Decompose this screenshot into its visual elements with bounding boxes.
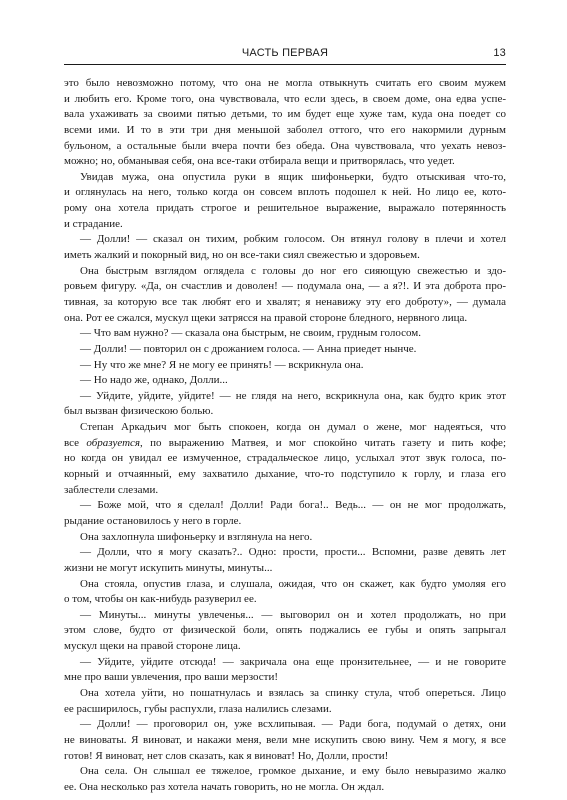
line-text: , по выражению Матвея, и мог спокойно читать газету и пить кофе; bbox=[140, 436, 506, 449]
text-line bbox=[64, 670, 506, 686]
running-header bbox=[64, 44, 506, 64]
line-text: ее. Она несколько раз хотела начать говорить, но не могла. Он ждал. bbox=[64, 780, 385, 793]
text-line bbox=[64, 311, 506, 327]
text-line bbox=[64, 248, 506, 264]
line-text: мускул щеки на правой стороне лица. bbox=[64, 640, 241, 653]
line-text: заблестели слезами. bbox=[64, 483, 159, 496]
line-text: — Долли, что я могу сказать?.. Одно: прости, прости... Вспомни, разве девять лет bbox=[80, 546, 506, 559]
text-line bbox=[64, 420, 506, 436]
text-line bbox=[64, 170, 506, 186]
line-text: это было невозможно потому, что она не могла отвыкнуть считать его своим мужем bbox=[64, 77, 506, 89]
line-text: корный и отчаянный, ему захватило дыхание, что-то подступило к горлу, и глаза его bbox=[64, 468, 506, 481]
line-text: этом слове, будто от физической боли, опять поджались ее губы и опять запрыгал bbox=[64, 624, 506, 637]
line-text: — Но надо же, однако, Долли... bbox=[80, 374, 228, 387]
text-line bbox=[64, 358, 506, 374]
text-line bbox=[64, 185, 506, 201]
line-text: жизни не могут искупить минуты, минуты... bbox=[64, 561, 273, 574]
text-line bbox=[64, 702, 506, 718]
text-line bbox=[64, 561, 506, 577]
section-title: ЧАСТЬ ПЕРВАЯ bbox=[241, 47, 329, 59]
text-line bbox=[64, 749, 506, 765]
line-text: и страдание. bbox=[64, 217, 123, 230]
line-text: Она хотела уйти, но пошатнулась и взялась за спинку стула, чтоб опереться. Лицо bbox=[80, 686, 506, 699]
line-text: всеми ими. И то в эти три дня меньшой заболел оттого, что его накормили дурным bbox=[64, 123, 506, 136]
line-text: — Уйдите, уйдите, уйдите! — не глядя на него, вскрикнула она, как будто крик этот bbox=[80, 389, 506, 402]
text-line bbox=[64, 123, 506, 139]
text-line bbox=[64, 467, 506, 483]
text-line bbox=[64, 545, 506, 561]
italic-word: образуется bbox=[86, 436, 141, 449]
text-line bbox=[64, 107, 506, 123]
line-text: она. Рот ее сжался, мускул щеки затрясся на правой стороне бледного, нервного лица. bbox=[64, 311, 468, 324]
text-line bbox=[64, 279, 506, 295]
text-line bbox=[64, 139, 506, 155]
line-text: рому она хотела придать строгое и решительное выражение, выражало потерянность bbox=[64, 202, 506, 215]
text-line bbox=[64, 717, 506, 733]
line-text: ее расширилось, губы распухли, глаза налились слезами. bbox=[64, 702, 332, 715]
line-text: рыдание остановилось у него в горле. bbox=[64, 514, 242, 527]
line-text: о том, чтобы он как-нибудь разуверил ее. bbox=[64, 593, 257, 606]
line-text: был вызван физическою болью. bbox=[64, 405, 214, 418]
line-text: — Минуты... минуты увлеченья... — выговорил он и хотел продолжать, но при bbox=[80, 608, 506, 621]
line-text: Степан Аркадьич мог быть спокоен, когда он думал о жене, мог надеяться, что bbox=[80, 421, 506, 434]
line-text: Она села. Он слышал ее тяжелое, громкое дыхание, и ему было невыразимо жалко bbox=[80, 765, 506, 778]
line-text: мне про ваши увлечения, про ваши мерзости! bbox=[64, 671, 278, 684]
text-line bbox=[64, 232, 506, 248]
line-text: все bbox=[64, 436, 87, 449]
text-line bbox=[64, 514, 506, 530]
text-line bbox=[64, 780, 506, 796]
text-line bbox=[64, 530, 506, 546]
text-line bbox=[64, 264, 506, 280]
page-number: 13 bbox=[493, 47, 506, 59]
line-text: Увидав мужа, она опустила руки в ящик шифоньерки, будто отыскивая что-то, bbox=[80, 170, 506, 183]
line-text: и любить его. Кроме того, она чувствовала, что если здесь, в своем доме, она едва успе- bbox=[64, 92, 506, 105]
text-line bbox=[64, 436, 506, 452]
text-line bbox=[64, 389, 506, 405]
header-rule bbox=[64, 64, 506, 65]
line-text: Она стояла, опустив глаза, и слушала, ожидая, что он скажет, как будто умоляя его bbox=[80, 577, 506, 590]
text-line bbox=[64, 201, 506, 217]
text-line bbox=[64, 404, 506, 420]
line-text: тивная, за которую все так любят его и хвалят; я ненавижу эту его доброту», — думала bbox=[64, 295, 506, 308]
line-text: — Боже мой, что я сделал! Долли! Ради бога!.. Ведь... — он не мог продолжать, bbox=[80, 499, 506, 512]
text-line bbox=[64, 76, 506, 92]
line-text: и оглянулась на него, только когда он совсем вплоть подошел к ней. Но лицо ее, кото- bbox=[64, 186, 506, 199]
text-line bbox=[64, 217, 506, 233]
text-line bbox=[64, 577, 506, 593]
line-text: вала ухаживать за своими пятью детьми, то им будет еще хуже там, куда она поедет со bbox=[64, 108, 506, 121]
text-line bbox=[64, 655, 506, 671]
text-line bbox=[64, 592, 506, 608]
line-text: не виноваты. Я виноват, и накажи меня, вели мне искупить свою вину. Чем я могу, я все bbox=[64, 733, 506, 746]
text-line bbox=[64, 686, 506, 702]
text-line bbox=[64, 483, 506, 499]
line-text: можно; но, обманывая себя, она все-таки отбирала вещи и притворялась, что уедет. bbox=[64, 155, 455, 168]
line-text: — Ну что же мне? Я не могу ее принять! — вскрикнула она. bbox=[80, 358, 364, 371]
text-line bbox=[64, 733, 506, 749]
line-text: готов! Я виноват, нет слов сказать, как я виноват! Но, Долли, прости! bbox=[64, 749, 389, 762]
text-line bbox=[64, 92, 506, 108]
text-line bbox=[64, 498, 506, 514]
line-text: ровьем фигуру. «Да, он счастлив и доволен! — подумала она, — а я?!. И эта доброта про- bbox=[64, 280, 506, 293]
text-line bbox=[64, 342, 506, 358]
body-text bbox=[64, 76, 506, 795]
line-text: — Долли! — сказал он тихим, робким голосом. Он втянул голову в плечи и хотел bbox=[80, 233, 506, 246]
text-line bbox=[64, 373, 506, 389]
line-text: но когда он увидал ее измученное, страдальческое лицо, услыхал этот звук голоса, по- bbox=[64, 452, 506, 465]
text-line bbox=[64, 154, 506, 170]
line-text: — Долли! — проговорил он, уже всхлипывая. — Ради бога, подумай о детях, они bbox=[80, 718, 506, 731]
line-text: Она быстрым взглядом оглядела с головы до ног его сияющую свежестью и здо- bbox=[80, 264, 506, 277]
text-line bbox=[64, 608, 506, 624]
line-text: — Что вам нужно? — сказала она быстрым, не своим, грудным голосом. bbox=[80, 327, 421, 340]
line-text: — Уйдите, уйдите отсюда! — закричала она еще пронзительнее, — и не говорите bbox=[80, 655, 506, 668]
text-line bbox=[64, 764, 506, 780]
line-text: Она захлопнула шифоньерку и взглянула на него. bbox=[80, 530, 313, 543]
text-line bbox=[64, 295, 506, 311]
text-line bbox=[64, 451, 506, 467]
text-line bbox=[64, 623, 506, 639]
line-text: бульоном, а остальные были вчера почти без обеда. Она чувствовала, что уехать невоз- bbox=[64, 139, 506, 152]
text-line bbox=[64, 326, 506, 342]
text-line bbox=[64, 639, 506, 655]
line-text: иметь жалкий и покорный вид, но он все-таки сиял свежестью и здоровьем. bbox=[64, 249, 420, 262]
line-text: — Долли! — повторил он с дрожанием голоса. — Анна приедет нынче. bbox=[80, 342, 417, 355]
